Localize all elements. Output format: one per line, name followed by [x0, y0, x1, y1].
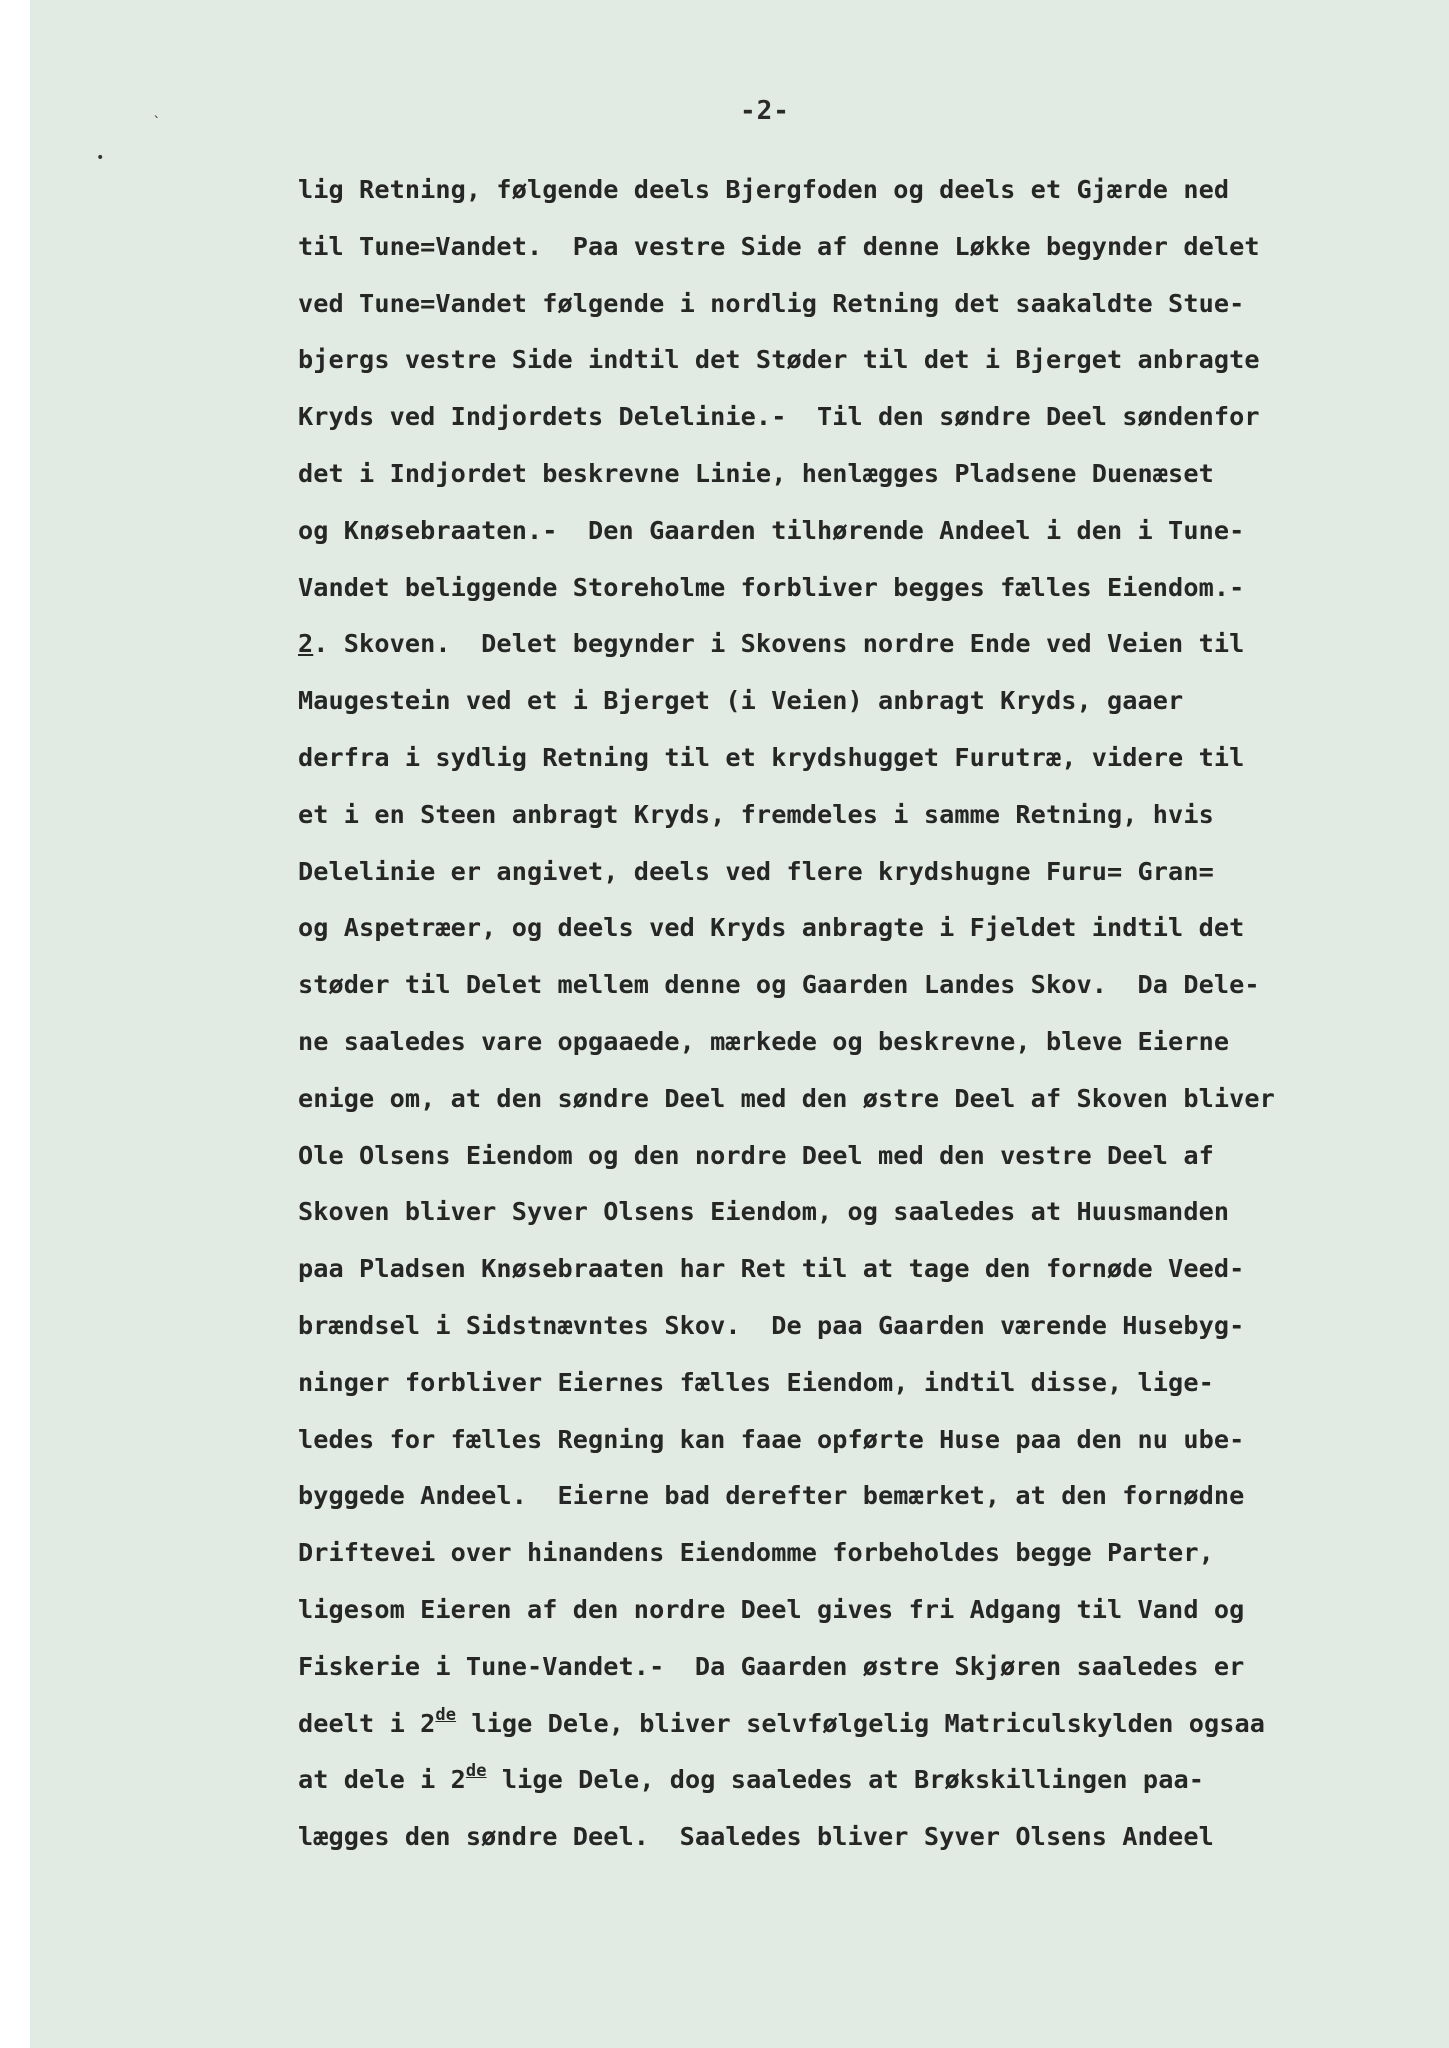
line-text: . Skoven. Delet begynder i Skovens nordre Ende ved Veien til [313, 629, 1245, 659]
text-line [298, 787, 1428, 844]
text-line [298, 446, 1428, 503]
text-line [298, 389, 1428, 446]
text-line [298, 1468, 1428, 1525]
line-text: derfra i sydlig Retning til et krydshugget Furutræ, videre til [298, 742, 1245, 772]
text-line [298, 1525, 1428, 1582]
text-line [298, 673, 1428, 730]
text-line [298, 1355, 1428, 1412]
text-line [298, 1071, 1428, 1128]
text-line [298, 900, 1428, 957]
text-line [298, 332, 1428, 389]
line-text: Vandet beliggende Storeholme forbliver begges fælles Eiendom.- [298, 572, 1245, 602]
text-line [298, 162, 1428, 219]
text-line [298, 1696, 1428, 1753]
text-line [298, 1752, 1428, 1809]
line-text: Ole Olsens Eiendom og den nordre Deel med den vestre Deel af [298, 1140, 1214, 1170]
text-line [298, 1809, 1428, 1866]
line-text: det i Indjordet beskrevne Linie, henlægges Pladsene Duenæset [298, 458, 1214, 488]
line-text: enige om, at den søndre Deel med den østre Deel af Skoven bliver [298, 1083, 1275, 1113]
text-line [298, 1639, 1428, 1696]
line-text: støder til Delet mellem denne og Gaarden Landes Skov. Da Dele- [298, 970, 1260, 1000]
line-text: deelt i 2 [298, 1708, 436, 1738]
line-text: og Aspetræer, og deels ved Kryds anbragte i Fjeldet indtil det [298, 913, 1245, 943]
text-line [298, 1241, 1428, 1298]
text-line [298, 1298, 1428, 1355]
line-text: bjergs vestre Side indtil det Støder til det i Bjerget anbragte [298, 345, 1260, 375]
line-text: brændsel i Sidstnævntes Skov. De paa Gaarden værende Husebyg- [298, 1310, 1245, 1340]
line-text: ved Tune=Vandet følgende i nordlig Retning det saakaldte Stue- [298, 288, 1245, 318]
line-text-continued: lige Dele, bliver selvfølgelig Matriculskylden ogsaa [456, 1708, 1266, 1738]
line-text: Kryds ved Indjordets Delelinie.- Til den søndre Deel søndenfor [298, 402, 1260, 432]
page-number: -2- [740, 96, 790, 126]
line-text: ligesom Eieren af den nordre Deel gives fri Adgang til Vand og [298, 1594, 1245, 1624]
text-line [298, 616, 1428, 673]
margin-mark: • [96, 150, 105, 166]
line-text-continued: lige Dele, dog saaledes at Brøkskillingen paa- [486, 1765, 1204, 1795]
page-edge [0, 0, 30, 2048]
superscript: de [465, 1761, 487, 1782]
document-body [298, 162, 1428, 1866]
text-line [298, 730, 1428, 787]
text-line [298, 1184, 1428, 1241]
text-line [298, 1412, 1428, 1469]
text-line [298, 503, 1428, 560]
text-line [298, 1014, 1428, 1071]
line-text: og Knøsebraaten.- Den Gaarden tilhørende Andeel i den i Tune- [298, 515, 1245, 545]
line-text: Delelinie er angivet, deels ved flere krydshugne Furu= Gran= [298, 856, 1214, 886]
line-text: Skoven bliver Syver Olsens Eiendom, og saaledes at Huusmanden [298, 1197, 1230, 1227]
line-text: byggede Andeel. Eierne bad derefter bemærket, at den fornødne [298, 1481, 1245, 1511]
text-line [298, 1582, 1428, 1639]
line-text: paa Pladsen Knøsebraaten har Ret til at tage den fornøde Veed- [298, 1254, 1245, 1284]
text-line [298, 276, 1428, 333]
margin-mark: ˎ [152, 102, 161, 118]
line-text: lig Retning, følgende deels Bjergfoden og deels et Gjærde ned [298, 175, 1230, 204]
text-line [298, 957, 1428, 1014]
line-text: til Tune=Vandet. Paa vestre Side af denne Løkke begynder delet [298, 231, 1260, 261]
superscript: de [435, 1704, 457, 1725]
line-text: et i en Steen anbragt Kryds, fremdeles i samme Retning, hvis [298, 799, 1214, 829]
line-text: Maugestein ved et i Bjerget (i Veien) anbragt Kryds, gaaer [298, 686, 1184, 716]
line-text: at dele i 2 [298, 1765, 466, 1795]
underlined-numeral: 2 [298, 629, 314, 659]
text-line [298, 1128, 1428, 1185]
text-line [298, 560, 1428, 617]
line-text: Driftevei over hinandens Eiendomme forbeholdes begge Parter, [298, 1538, 1214, 1568]
line-text: ne saaledes vare opgaaede, mærkede og beskrevne, bleve Eierne [298, 1026, 1230, 1056]
line-text: ninger forbliver Eiernes fælles Eiendom, indtil disse, lige- [298, 1367, 1214, 1397]
text-line [298, 219, 1428, 276]
line-text: ledes for fælles Regning kan faae opførte Huse paa den nu ube- [298, 1424, 1245, 1454]
line-text: Fiskerie i Tune-Vandet.- Da Gaarden østre Skjøren saaledes er [298, 1651, 1245, 1681]
text-line [298, 844, 1428, 901]
line-text: lægges den søndre Deel. Saaledes bliver Syver Olsens Andeel [298, 1822, 1214, 1852]
